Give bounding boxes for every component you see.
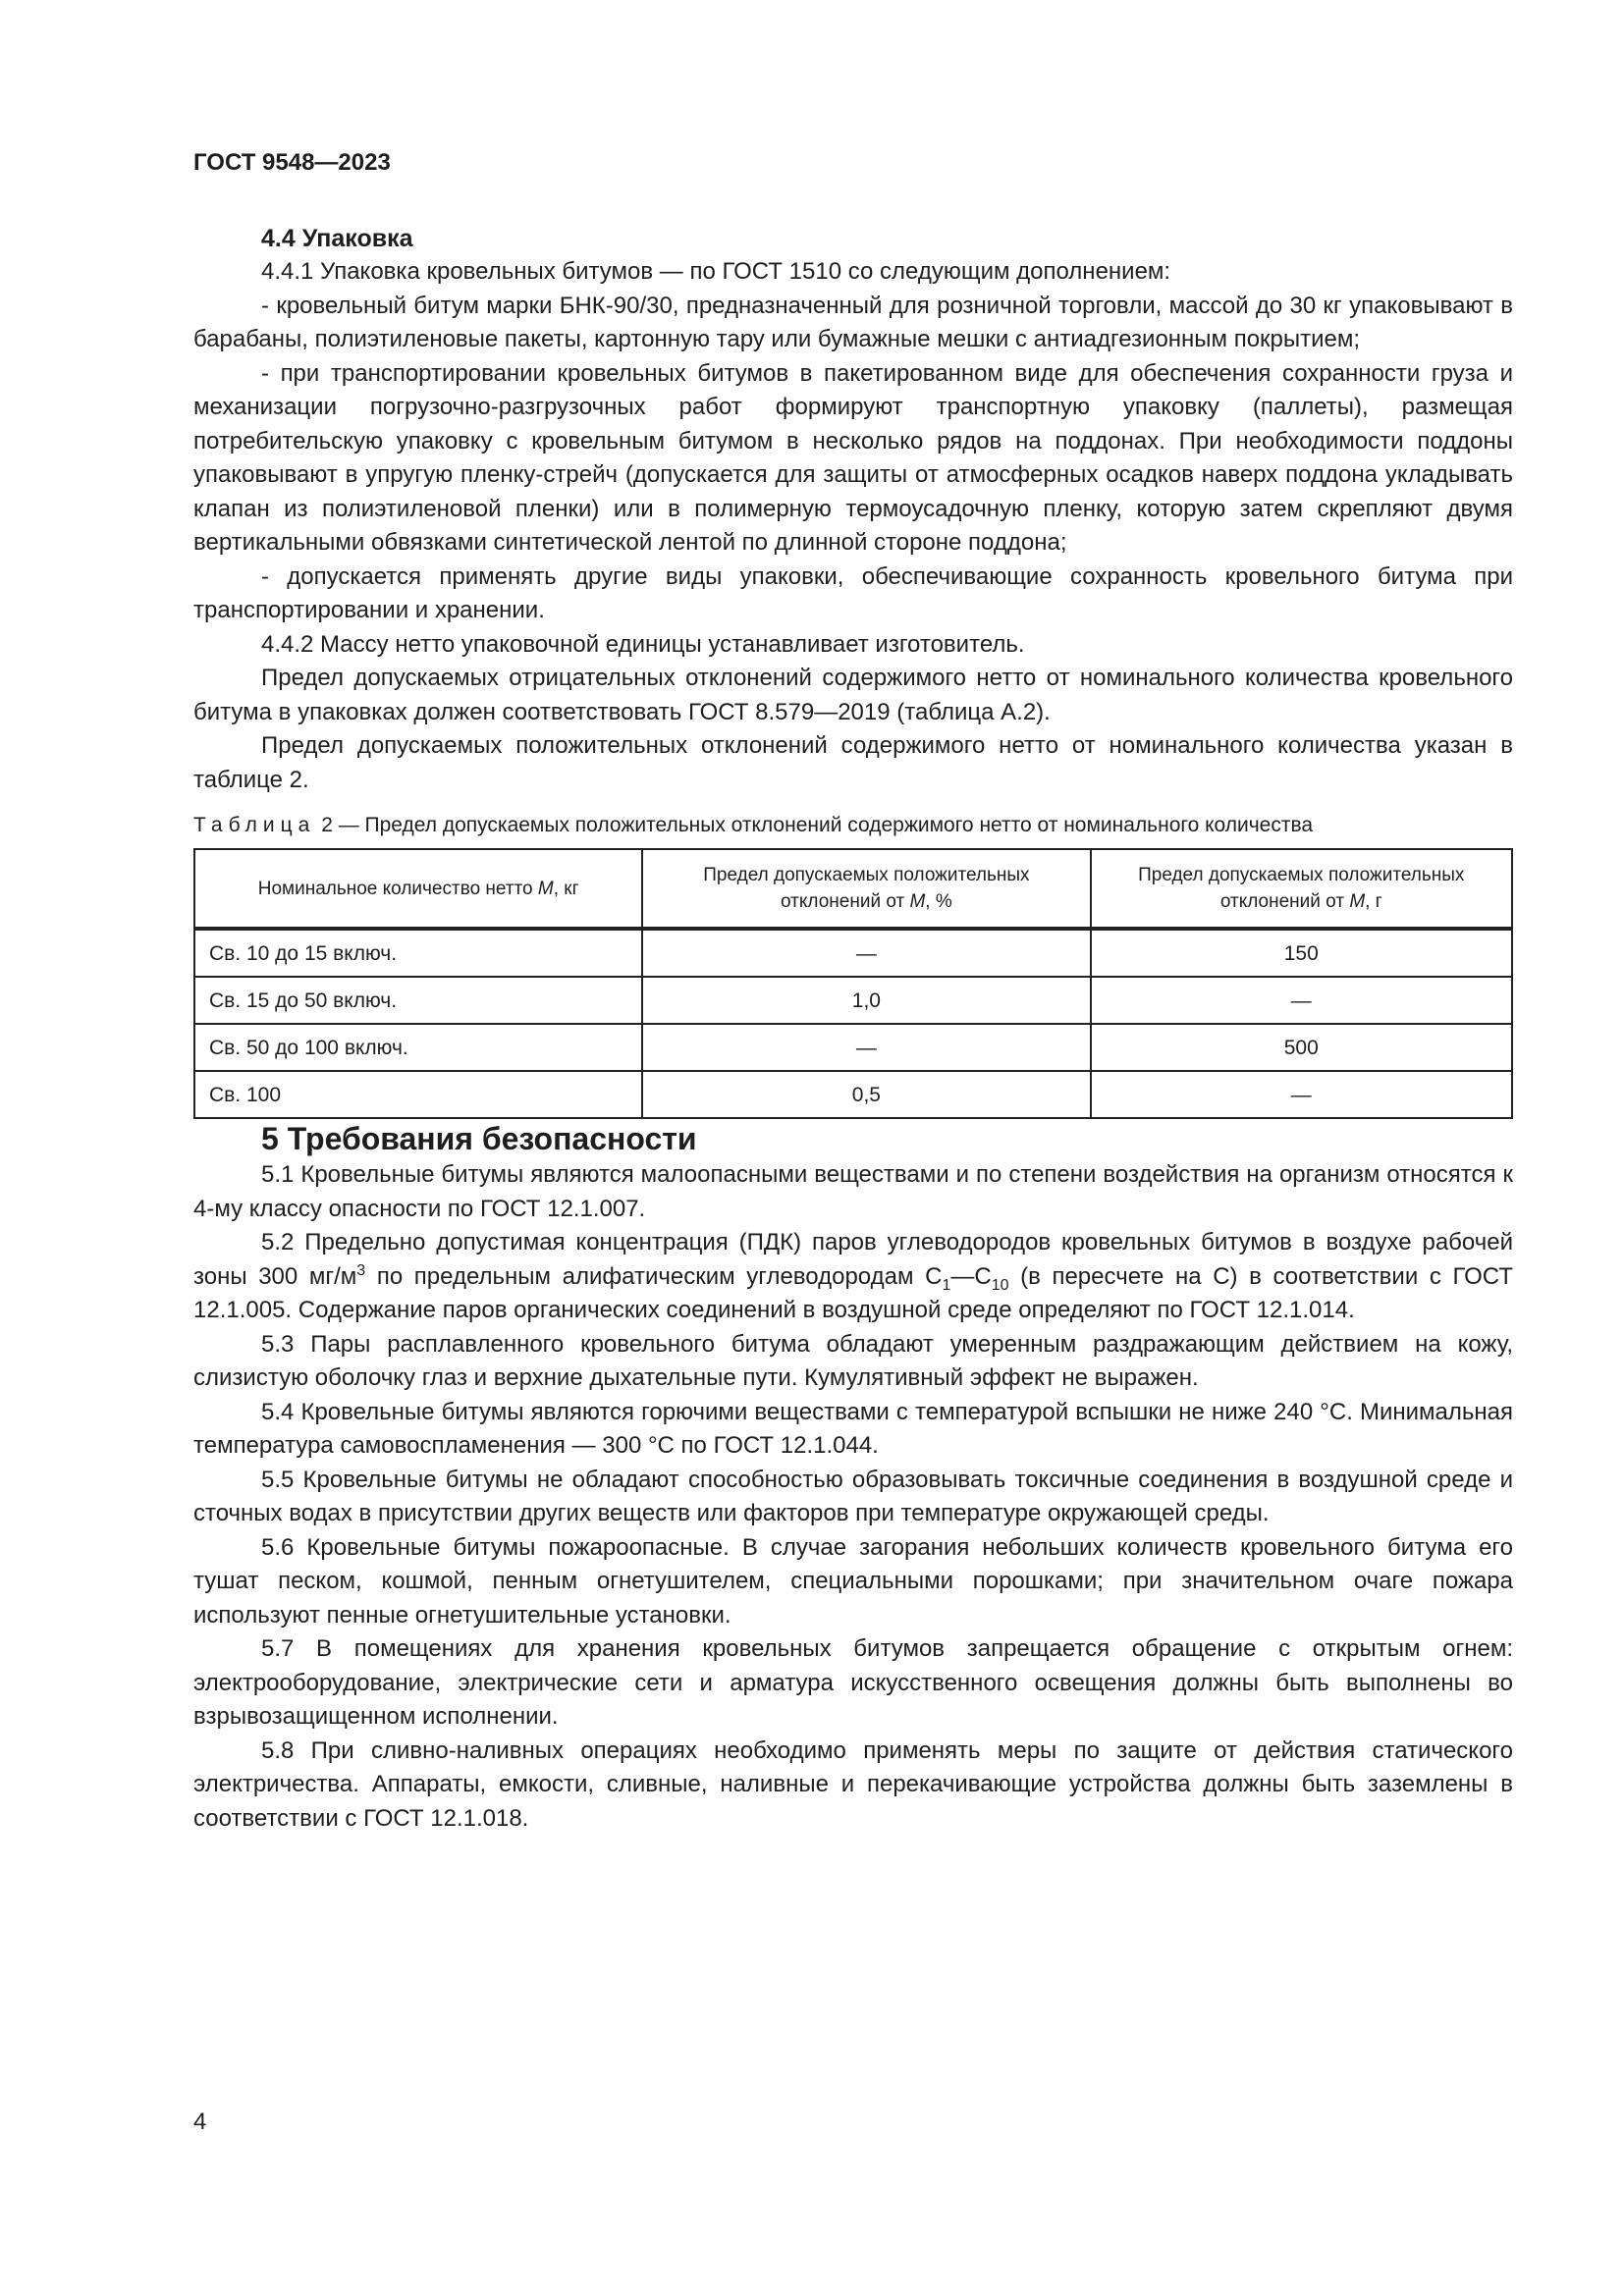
table-header-cell: Предел допускаемых положительных отклонений от M, г [1091,849,1512,929]
table-header-cell: Номинальное количество нетто M, кг [194,849,642,929]
table-cell: — [642,1024,1090,1071]
paragraph-negative-deviation: Предел допускаемых отрицательных отклонений содержимого нетто от номинального количества кровельного битума в упаковках должен соответствовать ГОСТ 8.579—2019 (таблица А.2). [193,665,1513,725]
table-header-row [194,849,1512,929]
paragraph-5-6: 5.6 Кровельные битумы пожароопасные. В случае загорания небольших количеств кровельного битума его тушат песком, кошмой, пенным огнетушителем, специальными порошками; при значительном очаге пожара используют пенные огнетушительные установки. [193,1533,1513,1629]
paragraph-positive-deviation: Предел допускаемых положительных отклонений содержимого нетто от номинального количества указан в таблице 2. [193,732,1513,793]
table-caption-text: 2 — Предел допускаемых положительных отклонений содержимого нетто от номинального количества [321,814,1314,836]
paragraph-5-1: 5.1 Кровельные битумы являются малоопасными веществами и по степени воздействия на организм относятся к 4-му классу опасности по ГОСТ 12.1.007. [193,1161,1513,1222]
deviation-table [193,848,1513,1119]
page-content [193,222,1513,1836]
paragraph-5-4: 5.4 Кровельные битумы являются горючими веществами с температурой вспышки не ниже 240 °С. Минимальная температура самовоспламенения — 300 °С по ГОСТ 12.1.044. [193,1398,1513,1459]
paragraph-5-7: 5.7 В помещениях для хранения кровельных битумов запрещается обращение с открытым огнем: электрооборудование, электрические сети и арматура искусственного освещения должны быть выполнены во взрывозащищенном исполнении. [193,1635,1513,1730]
table-caption-label: Таблица [193,814,316,836]
paragraph-4-4-1-item-3: - допускается применять другие виды упаковки, обеспечивающие сохранность кровельного битума при транспортировании и хранении. [193,562,1513,623]
table-row [194,1024,1512,1071]
table-header-cell: Предел допускаемых положительных отклонений от M, % [642,849,1090,929]
paragraph-5-3: 5.3 Пары расплавленного кровельного битума обладают умеренным раздражающим действием на кожу, слизистую оболочку глаз и верхние дыхательные пути. Кумулятивный эффект не выражен. [193,1330,1513,1391]
table-cell: Св. 50 до 100 включ. [194,1024,642,1071]
paragraph-4-4-2: 4.4.2 Массу нетто упаковочной единицы устанавливает изготовитель. [261,630,1025,658]
table-cell: 150 [1091,929,1512,977]
table-row [194,977,1512,1024]
page-number: 4 [193,2109,207,2135]
table-cell: — [642,929,1090,977]
paragraph-4-4-1-item-2: - при транспортировании кровельных битумов в пакетированном виде для обеспечения сохранности груза и механизации погрузочно-разгрузочных работ формируют транспортную упаковку (паллеты), размещая потребительскую упаковку с кровельным битумом в несколько рядов на поддонах. При необходимости поддоны упаковывают в упругую пленку-стрейч (допускается для защиты от атмосферных осадков наверх поддона укладывать клапан из полиэтиленовой пленки) или в полимерную термоусадочную пленку, которую затем скрепляют двумя вертикальными обвязками синтетической лентой по длинной стороне поддона; [193,359,1513,556]
document-header: ГОСТ 9548—2023 [193,149,391,176]
table-cell: 1,0 [642,977,1090,1024]
paragraph-4-4-1: 4.4.1 Упаковка кровельных битумов — по ГОСТ 1510 со следующим дополнением: [261,258,1171,285]
paragraph-5-8: 5.8 При сливно-наливных операциях необходимо применять меры по защите от действия статического электричества. Аппараты, емкости, сливные, наливные и перекачивающие устройства должны быть заземлены в соответствии с ГОСТ 12.1.018. [193,1736,1513,1832]
table-cell: — [1091,1071,1512,1118]
table-cell: Св. 10 до 15 включ. [194,929,642,977]
table-cell: 500 [1091,1024,1512,1071]
table-cell: Св. 15 до 50 включ. [194,977,642,1024]
section-title-5: 5 Требования безопасности [261,1121,697,1156]
paragraph-5-5: 5.5 Кровельные битумы не обладают способностью образовывать токсичные соединения в воздушной среде и сточных водах в присутствии других веществ или факторов при температуре окружающей среды. [193,1466,1513,1526]
table-cell: 0,5 [642,1071,1090,1118]
table-cell: Св. 100 [194,1071,642,1118]
table-row [194,1071,1512,1118]
table-caption [193,811,1513,840]
subsection-title-4-4: 4.4 Упаковка [261,225,413,252]
paragraph-5-2: 5.2 Предельно допустимая концентрация (ПДК) паров углеводородов кровельных битумов в воздухе рабочей зоны 300 $мг/м^3$ по предельным алифатическим углеводородам $С_1—С_{10}$ (в пересчете на С) в соответствии с ГОСТ 12.1.005. Содержание паров органических соединений в воздушной среде определяют по ГОСТ 12.1.014. [193,1229,1513,1323]
paragraph-4-4-1-item-1: - кровельный битум марки БНК-90/30, предназначенный для розничной торговли, массой до 30 кг упаковывают в барабаны, полиэтиленовые пакеты, картонную тару или бумажные мешки с антиадгезионным покрытием; [193,292,1513,352]
table-row [194,929,1512,977]
table-cell: — [1091,977,1512,1024]
